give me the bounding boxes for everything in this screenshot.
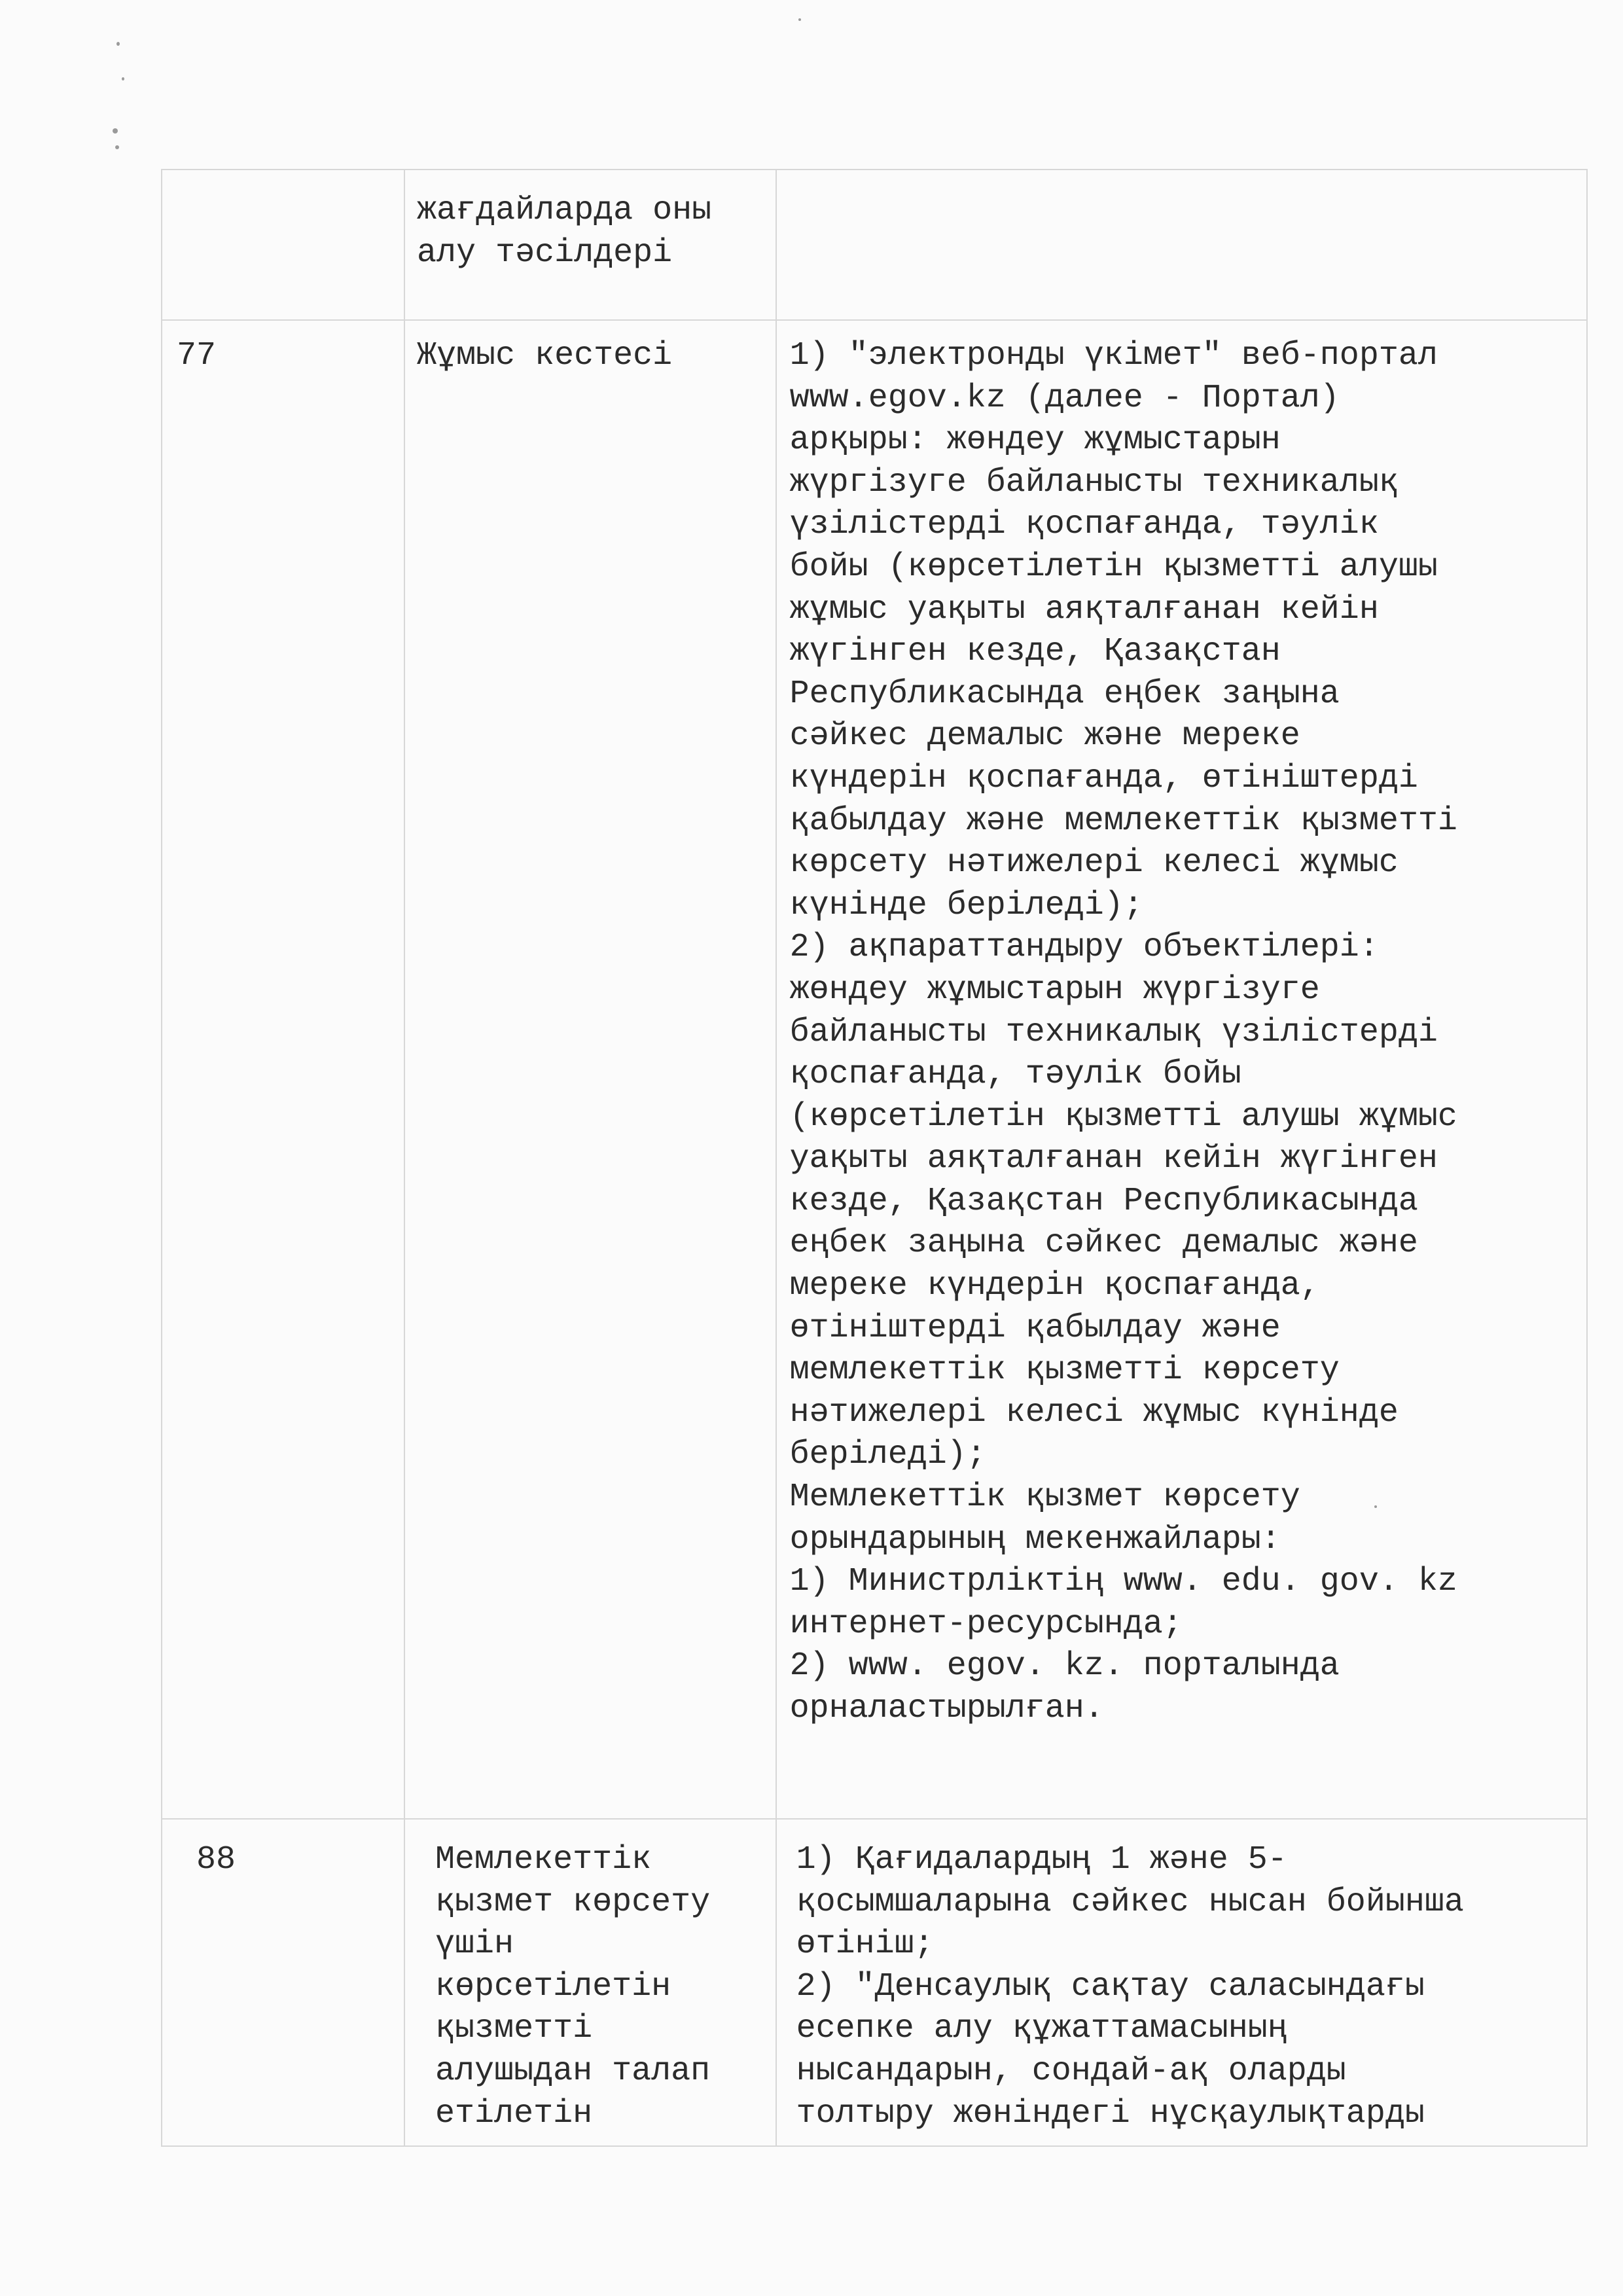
scan-speck [798, 18, 801, 21]
row-content-cell [776, 320, 1587, 1819]
row-number [162, 170, 404, 190]
scan-speck [113, 128, 118, 134]
table-row [162, 170, 1587, 320]
row-name: Мемлекеттік қызмет көрсету үшін көрсетілетін қызметті алушыдан талап етілетін [435, 1841, 711, 2132]
table-row [162, 1819, 1587, 2146]
scan-speck [115, 145, 119, 149]
row-name-cell [404, 1819, 776, 2146]
row-number: 77 [177, 337, 217, 374]
row-content-cell [776, 1819, 1587, 2146]
row-name: жағдайларда оны алу тәсілдері [417, 192, 712, 272]
row-content [777, 170, 1586, 190]
row-content: 1) Қағидалардың 1 және 5- қосымшаларына сәйкес нысан бойынша өтініш; 2) "Денсаулық сақтау саласындағы есепке алу құжаттамасының нысандарын, сондай-ақ оларды толтыру жөніндегі нұсқаулықтарды [796, 1841, 1464, 2132]
row-number-cell [162, 320, 404, 1819]
row-number-cell [162, 1819, 404, 2146]
scan-speck [116, 42, 120, 46]
row-name-cell [404, 320, 776, 1819]
row-content-cell [776, 170, 1587, 320]
row-name: Жұмыс кестесі [417, 337, 673, 374]
service-standard-table [161, 169, 1588, 2147]
row-name-cell [404, 170, 776, 320]
table-row [162, 320, 1587, 1819]
row-content: 1) "электронды үкімет" веб-портал www.egov.kz (далее - Портал) арқыры: жөндеу жұмыстарын жүргізуге байланысты техникалық үзілістерді қоспағанда, тәулік бойы (көрсетілетін қызметті алушы жұмыс уақыты аяқталғанан кейін жүгінген кезде, Қазақстан Республикасында еңбек заңына сәйкес демалыс және мереке күндерін қоспағанда, өтініштерді қабылдау және мемлекеттік қызметті көрсету нәтижелері келесі жұмыс күнінде беріледі); 2) ақпараттандыру объектілері: жөндеу жұмыстарын жүргізуге байланысты техникалық үзілістерді қоспағанда, тәулік бойы (көрсетілетін қызметті алушы жұмыс уақыты аяқталғанан кейін жүгінген кезде, Қазақстан Республикасында еңбек заңына сәйкес демалыс және мереке күндерін қоспағанда, өтініштерді қабылдау және мемлекеттік қызметті көрсету нәтижелері келесі жұмыс күнінде беріледі); Мемлекеттік қызмет көрсету орындарының мекенжайлары: 1) Министрліктің www. edu. gov. kz интернет-ресурсында; 2) www. egov. kz. порталында орналастырылған. [789, 337, 1457, 1727]
scan-speck [122, 77, 124, 81]
row-number: 88 [196, 1841, 236, 1878]
row-number-cell [162, 170, 404, 320]
